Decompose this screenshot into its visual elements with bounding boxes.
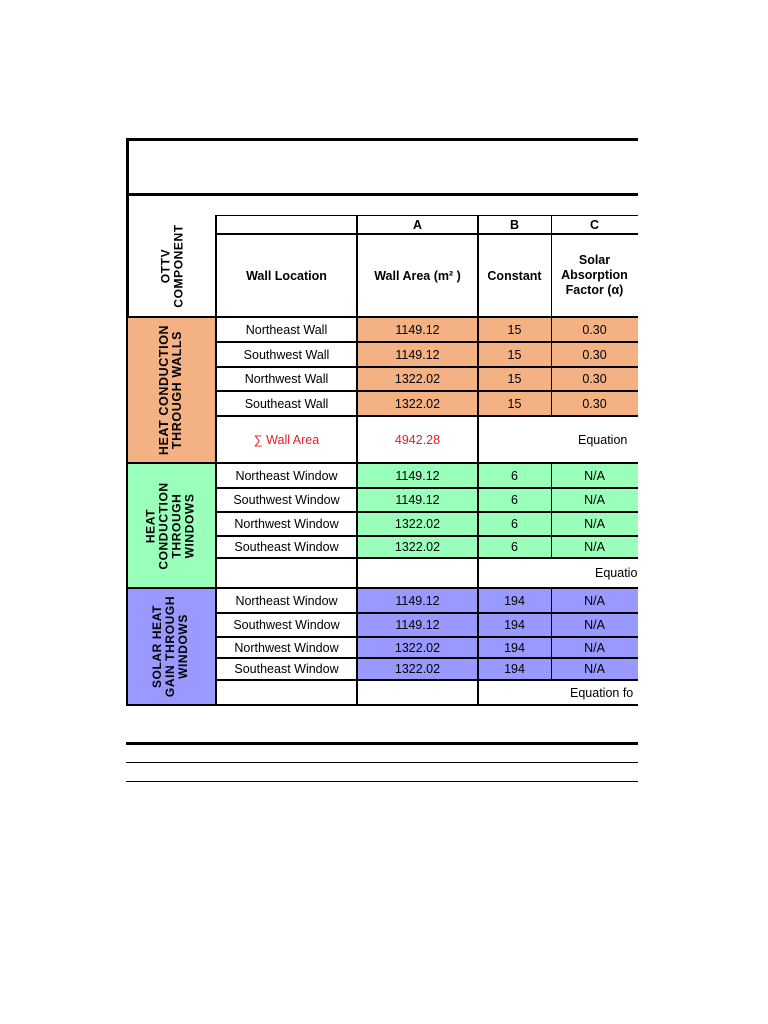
grid-hline xyxy=(216,557,638,559)
constant-cell: 15 xyxy=(507,372,522,386)
footer-line-3 xyxy=(126,781,638,782)
absorption-factor-cell: N/A xyxy=(584,618,605,632)
wall-area-cell: 1322.02 xyxy=(394,396,441,411)
wall-location-cell: Northwest Wall xyxy=(244,372,329,386)
section-label-text: HEAT CONDUCTION THROUGH WALLS xyxy=(157,324,185,456)
constant-cell: 194 xyxy=(504,593,525,608)
wall-area-cell: 1322.02 xyxy=(394,517,441,531)
constant-cell: 15 xyxy=(507,322,522,337)
constant-cell: 15 xyxy=(507,347,522,362)
grid-vline xyxy=(551,317,552,342)
section-label-text: HEAT CONDUCTION THROUGH WINDOWS xyxy=(143,481,197,570)
absorption-factor-cell: N/A xyxy=(584,640,605,655)
solar-absorption-header: Solar Absorption Factor (α) xyxy=(561,253,628,297)
wall-location-cell: Southeast Window xyxy=(234,540,339,554)
grid-hline xyxy=(216,415,638,417)
wall-area-cell: 1149.12 xyxy=(395,618,440,632)
grid-hline xyxy=(126,704,638,706)
wall-location-cell: Northwest Window xyxy=(234,640,339,655)
wall-location-header: Wall Location xyxy=(246,268,327,283)
grid-vline xyxy=(551,463,552,488)
wall-location-cell: Northwest Window xyxy=(234,517,339,531)
absorption-factor-cell: 0.30 xyxy=(582,396,607,411)
column-letter-c: C xyxy=(589,217,600,232)
constant-cell: 15 xyxy=(507,396,522,411)
column-letter-a: A xyxy=(412,217,423,232)
equation-label: Equatio xyxy=(595,566,638,580)
grid-vline xyxy=(126,317,128,705)
grid-vline xyxy=(551,215,552,316)
equation-label: Equation xyxy=(578,432,628,447)
grid-vline xyxy=(551,512,552,536)
grid-vline xyxy=(551,658,552,680)
absorption-factor-cell: 0.30 xyxy=(582,347,607,362)
absorption-factor-cell: N/A xyxy=(584,493,605,507)
grid-vline xyxy=(551,637,552,658)
ottv-component-label: OTTV COMPONENT xyxy=(158,224,186,308)
wall-area-cell: 1149.12 xyxy=(395,593,440,608)
absorption-factor-cell: 0.30 xyxy=(582,322,607,337)
wall-location-cell: Northeast Window xyxy=(235,593,338,608)
grid-hline xyxy=(216,657,638,659)
grid-vline xyxy=(477,215,479,705)
grid-hline xyxy=(216,679,638,681)
grid-vline xyxy=(551,391,552,416)
absorption-factor-cell: N/A xyxy=(584,593,605,608)
absorption-factor-cell: 0.30 xyxy=(582,372,607,386)
absorption-factor-cell: N/A xyxy=(584,468,605,483)
absorption-factor-cell: N/A xyxy=(584,662,605,676)
section-label xyxy=(126,317,216,463)
constant-cell: 194 xyxy=(504,640,525,655)
section-label-text: SOLAR HEAT GAIN THROUGH WINDOWS xyxy=(150,595,191,698)
constant-header: Constant xyxy=(487,268,542,283)
grid-hline xyxy=(216,487,638,489)
grid-hline xyxy=(216,233,638,235)
section-label xyxy=(126,588,216,705)
grid-hline xyxy=(126,462,638,464)
grid-hline xyxy=(126,587,638,589)
wall-location-cell: Northeast Window xyxy=(235,468,338,483)
wall-area-cell: 1149.12 xyxy=(395,493,440,507)
constant-cell: 6 xyxy=(511,540,518,554)
absorption-factor-cell: N/A xyxy=(584,517,605,531)
sum-wall-area-label: ∑ Wall Area xyxy=(253,432,320,447)
constant-cell: 6 xyxy=(511,493,518,507)
constant-cell: 194 xyxy=(504,618,525,632)
grid-hline xyxy=(216,612,638,614)
wall-area-header: Wall Area (m² ) xyxy=(374,268,461,283)
section-label xyxy=(126,463,216,588)
constant-cell: 6 xyxy=(511,517,518,531)
constant-cell: 194 xyxy=(504,662,525,676)
wall-location-cell: Southwest Window xyxy=(233,618,340,632)
wall-location-cell: Southeast Wall xyxy=(244,396,329,411)
wall-area-cell: 1149.12 xyxy=(395,347,440,362)
grid-hline xyxy=(216,366,638,368)
sum-wall-area-value: 4942.28 xyxy=(394,432,441,447)
wall-location-cell: Southwest Window xyxy=(233,493,340,507)
wall-area-cell: 1322.02 xyxy=(394,662,441,676)
grid-vline xyxy=(551,613,552,637)
grid-vline xyxy=(551,588,552,613)
grid-hline xyxy=(216,535,638,537)
wall-area-cell: 1322.02 xyxy=(394,372,441,386)
wall-area-cell: 1149.12 xyxy=(395,322,440,337)
grid-vline xyxy=(551,342,552,367)
wall-location-cell: Northeast Wall xyxy=(245,322,328,337)
grid-hline xyxy=(216,390,638,392)
grid-vline xyxy=(551,488,552,512)
grid-vline xyxy=(551,367,552,391)
ottv-component-header xyxy=(129,215,216,317)
footer-line-1 xyxy=(126,742,638,745)
grid-vline xyxy=(356,215,358,705)
grid-hline xyxy=(126,316,638,318)
grid-vline xyxy=(551,536,552,558)
constant-cell: 6 xyxy=(511,468,518,483)
wall-location-cell: Southeast Window xyxy=(234,662,339,676)
grid-vline xyxy=(215,215,217,705)
title-bottom-border xyxy=(126,193,638,196)
grid-hline xyxy=(216,341,638,343)
grid-hline xyxy=(216,636,638,638)
equation-label: Equation fo xyxy=(570,685,634,700)
wall-area-cell: 1149.12 xyxy=(395,468,440,483)
footer-line-2 xyxy=(126,762,638,763)
wall-area-cell: 1322.02 xyxy=(394,640,441,655)
wall-location-cell: Southwest Wall xyxy=(243,347,330,362)
absorption-factor-cell: N/A xyxy=(584,540,605,554)
title-top-border xyxy=(126,138,638,141)
wall-area-cell: 1322.02 xyxy=(394,540,441,554)
grid-hline xyxy=(216,511,638,513)
column-letter-b: B xyxy=(509,217,520,232)
grid-hline xyxy=(216,215,638,216)
